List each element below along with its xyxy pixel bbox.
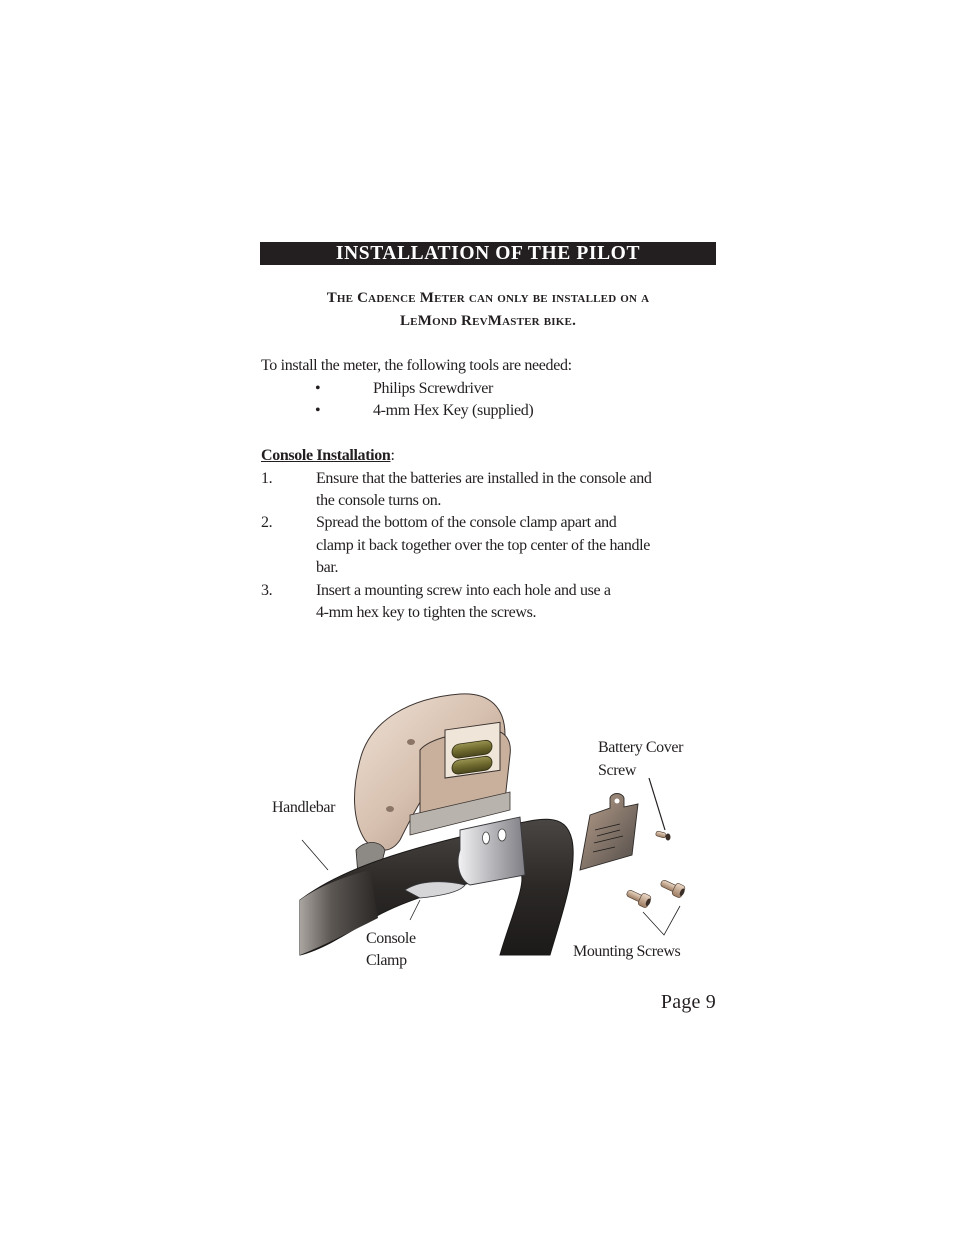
label-console-clamp: Console xyxy=(366,930,416,947)
label-mounting-screws: Mounting Screws xyxy=(573,943,681,960)
step-line: 4-mm hex key to tighten the screws. xyxy=(316,604,537,621)
console-installation-heading xyxy=(261,445,395,467)
heading-text: Console Installation xyxy=(261,447,391,464)
tools-intro: To install the meter, the following tools are needed: xyxy=(261,357,572,374)
heading-colon: : xyxy=(390,447,395,464)
battery-cover-screw xyxy=(655,831,670,841)
step-number: 3. xyxy=(261,582,273,599)
label-console-clamp: Clamp xyxy=(366,952,407,969)
step-number: 2. xyxy=(261,514,273,531)
step-line: the console turns on. xyxy=(316,492,442,509)
installation-illustration xyxy=(260,680,720,980)
mounting-screws-leader xyxy=(643,906,680,935)
battery-cover-screw-leader xyxy=(649,778,665,830)
tool-item: Philips Screwdriver xyxy=(373,380,493,397)
tool-item: 4-mm Hex Key (supplied) xyxy=(373,402,534,419)
label-battery-cover-screw: Battery Cover xyxy=(598,739,683,756)
battery-cover xyxy=(580,794,638,871)
step-line: Spread the bottom of the console clamp apart and xyxy=(316,514,617,531)
console-clamp-leader xyxy=(410,900,420,920)
subtitle-line-1: The Cadence Meter can only be installed on a xyxy=(326,290,650,306)
step-number: 1. xyxy=(261,470,273,487)
page-number: Page 9 xyxy=(660,991,716,1013)
section-title: INSTALLATION OF THE PILOT xyxy=(335,243,641,264)
mounting-screws xyxy=(625,877,687,909)
step-line: Insert a mounting screw into each hole and use a xyxy=(316,582,611,599)
subtitle-line-2: LeMond RevMaster bike. xyxy=(399,313,577,329)
step-line: Ensure that the batteries are installed in the console and xyxy=(316,470,652,487)
handlebar-leader xyxy=(302,840,328,870)
section-header xyxy=(260,242,716,265)
label-battery-cover-screw: Screw xyxy=(598,762,636,779)
bullet-icon: • xyxy=(315,402,321,419)
step-line: clamp it back together over the top center of the handle xyxy=(316,537,651,554)
label-handlebar: Handlebar xyxy=(272,799,336,816)
step-line: bar. xyxy=(316,559,339,576)
bullet-icon: • xyxy=(315,380,321,397)
